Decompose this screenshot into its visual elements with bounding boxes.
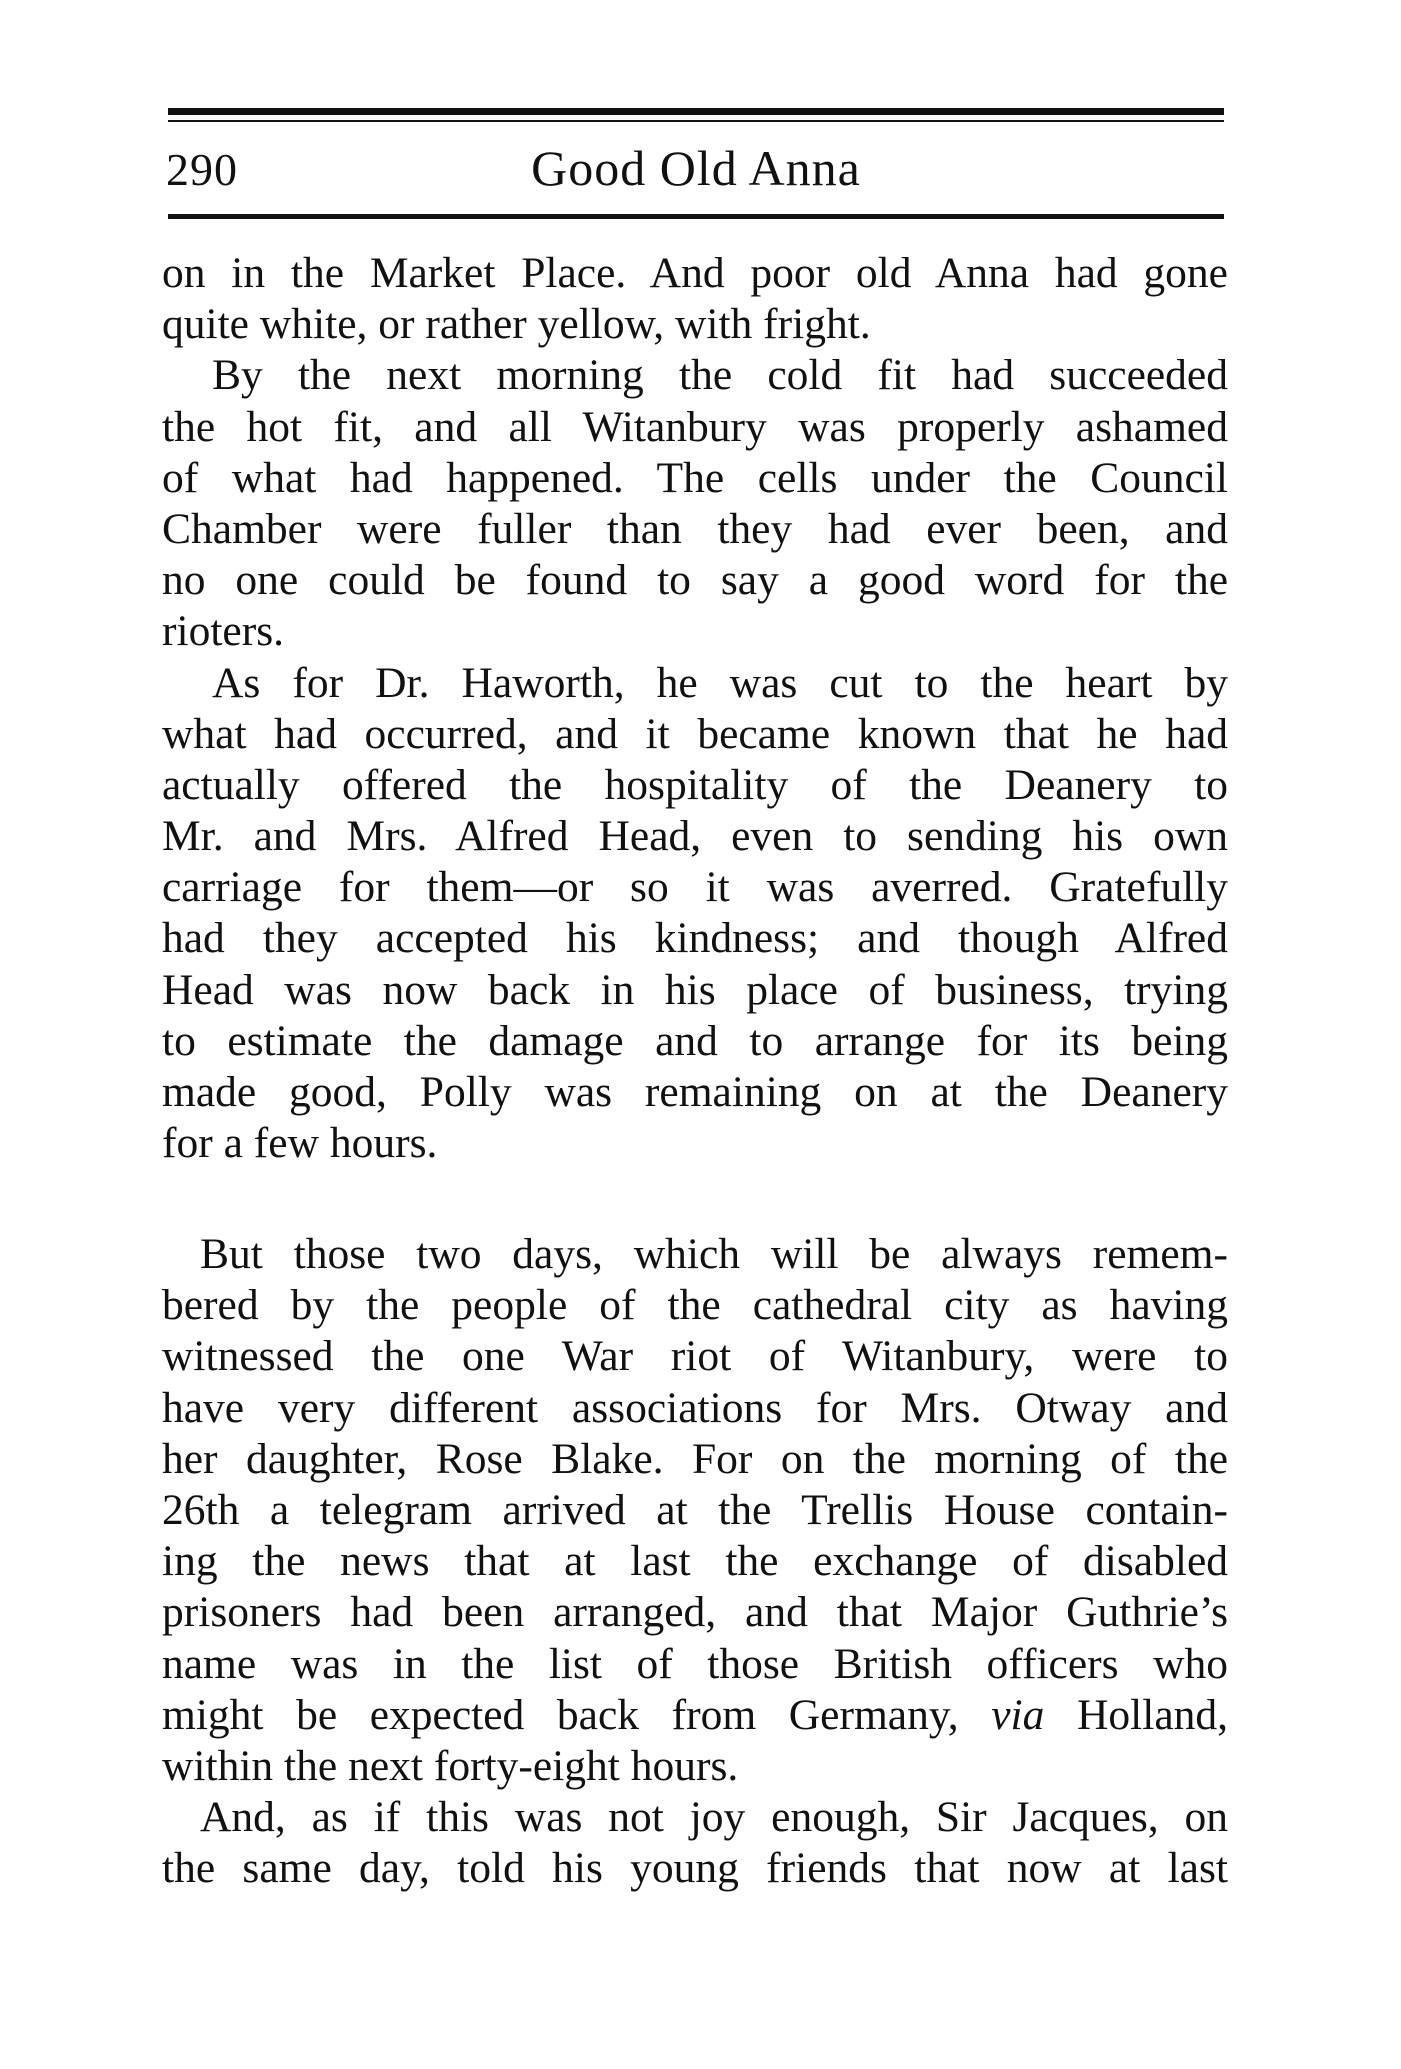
text-line: have very different associations for Mrs. Otway and	[162, 1383, 1228, 1432]
text-line: But those two days, which will be always remem-	[200, 1230, 1228, 1278]
text-line: bered by the people of the cathedral city as having	[162, 1281, 1228, 1330]
text-line: rioters.	[162, 607, 285, 656]
text-line: made good, Polly was remaining on at the Deanery	[162, 1068, 1228, 1116]
text-line: And, as if this was not joy enough, Sir Jacques, on	[200, 1793, 1228, 1842]
header-rule-thin	[168, 120, 1224, 122]
running-title: Good Old Anna	[531, 140, 861, 196]
text-line: had they accepted his kindness; and though Alfred	[162, 914, 1228, 963]
text-line: of what had happened. The cells under the Council	[162, 453, 1228, 502]
text-line: for a few hours.	[162, 1119, 438, 1168]
text-line: actually offered the hospitality of the Deanery to	[162, 760, 1228, 809]
text-fragment: Holland,	[1076, 1690, 1229, 1739]
text-line: carriage for them—or so it was averred. Gratefully	[162, 863, 1228, 912]
text-line: name was in the list of those British officers who	[162, 1639, 1228, 1688]
text-line: what had occurred, and it became known that he had	[162, 709, 1228, 758]
text-line: By the next morning the cold fit had succeeded	[212, 351, 1228, 400]
text-line: Chamber were fuller than they had ever been, and	[162, 504, 1228, 553]
text-line: witnessed the one War riot of Witanbury, were to	[162, 1332, 1228, 1381]
text-line: prisoners had been arranged, and that Major Guthrie’s	[162, 1588, 1228, 1637]
text-line: to estimate the damage and to arrange for its being	[162, 1016, 1228, 1065]
text-line: quite white, or rather yellow, with fright.	[162, 300, 871, 349]
text-block-1	[162, 248, 1228, 1169]
text-line: ing the news that at last the exchange of disabled	[162, 1537, 1228, 1586]
text-line: Mr. and Mrs. Alfred Head, even to sending his own	[162, 812, 1228, 861]
text-line: the hot fit, and all Witanbury was properly ashamed	[162, 402, 1228, 451]
text-line: the same day, told his young friends that now at last	[162, 1844, 1228, 1893]
text-fragment: might be expected back from Germany,	[162, 1690, 959, 1739]
text-line: Head was now back in his place of business, trying	[162, 965, 1228, 1014]
header-rule-bottom	[168, 214, 1224, 219]
text-line-with-italic	[162, 1690, 1228, 1741]
text-line: As for Dr. Haworth, he was cut to the heart by	[212, 658, 1228, 707]
text-line: on in the Market Place. And poor old Anna had gone	[162, 249, 1228, 297]
italic-fragment: via	[991, 1690, 1045, 1739]
text-block-2	[162, 1229, 1228, 1894]
text-line: her daughter, Rose Blake. For on the morning of the	[162, 1434, 1228, 1483]
text-line: within the next forty-eight hours.	[162, 1741, 739, 1790]
header-rule-thick	[168, 108, 1224, 115]
text-line: no one could be found to say a good word for the	[162, 556, 1228, 605]
page-number: 290	[166, 144, 238, 195]
text-line: 26th a telegram arrived at the Trellis House contain-	[162, 1485, 1228, 1534]
